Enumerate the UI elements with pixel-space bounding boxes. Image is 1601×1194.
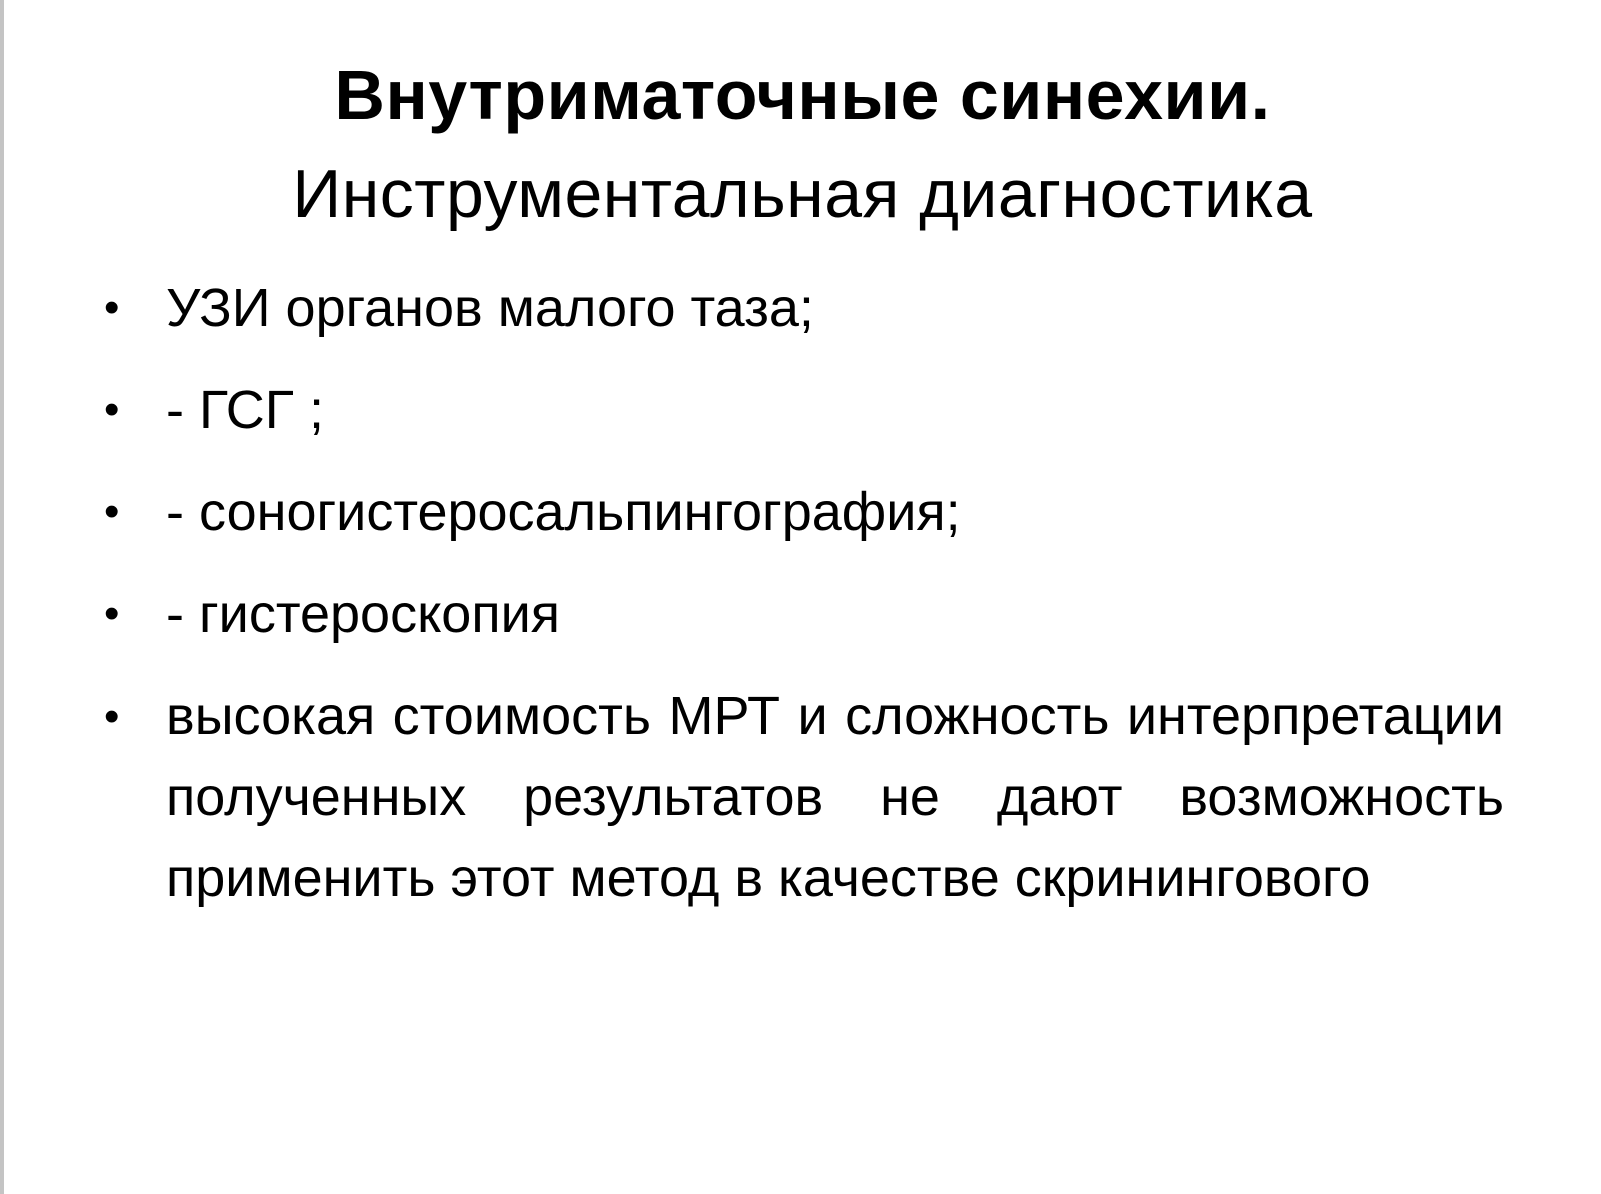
slide-title bbox=[4, 48, 1601, 246]
bullet-text: УЗИ органов малого таза; bbox=[166, 278, 814, 338]
list-item bbox=[104, 584, 1504, 644]
title-bold-line: Внутриматочные синехии. bbox=[334, 56, 1271, 134]
bullet-icon: • bbox=[104, 385, 120, 434]
bullet-icon: • bbox=[104, 487, 120, 536]
bullet-icon: • bbox=[104, 692, 120, 741]
bullet-text: - гистероскопия bbox=[166, 584, 560, 644]
bullet-list bbox=[104, 278, 1504, 961]
bullet-text: - ГСГ ; bbox=[166, 380, 325, 440]
list-item bbox=[104, 676, 1504, 919]
title-regular-line: Инструментальная диагностика bbox=[292, 156, 1313, 232]
slide bbox=[4, 0, 1601, 1194]
bullet-icon: • bbox=[104, 283, 120, 332]
bullet-text: - соногистеросальпингография; bbox=[166, 482, 961, 542]
bullet-icon: • bbox=[104, 589, 120, 638]
list-item bbox=[104, 380, 1504, 440]
list-item bbox=[104, 482, 1504, 542]
bullet-text: высокая стоимость МРТ и сложность интерпретации полученных результатов не дают возможность применить этот метод в качестве скринингового bbox=[166, 686, 1504, 908]
list-item bbox=[104, 278, 1504, 338]
